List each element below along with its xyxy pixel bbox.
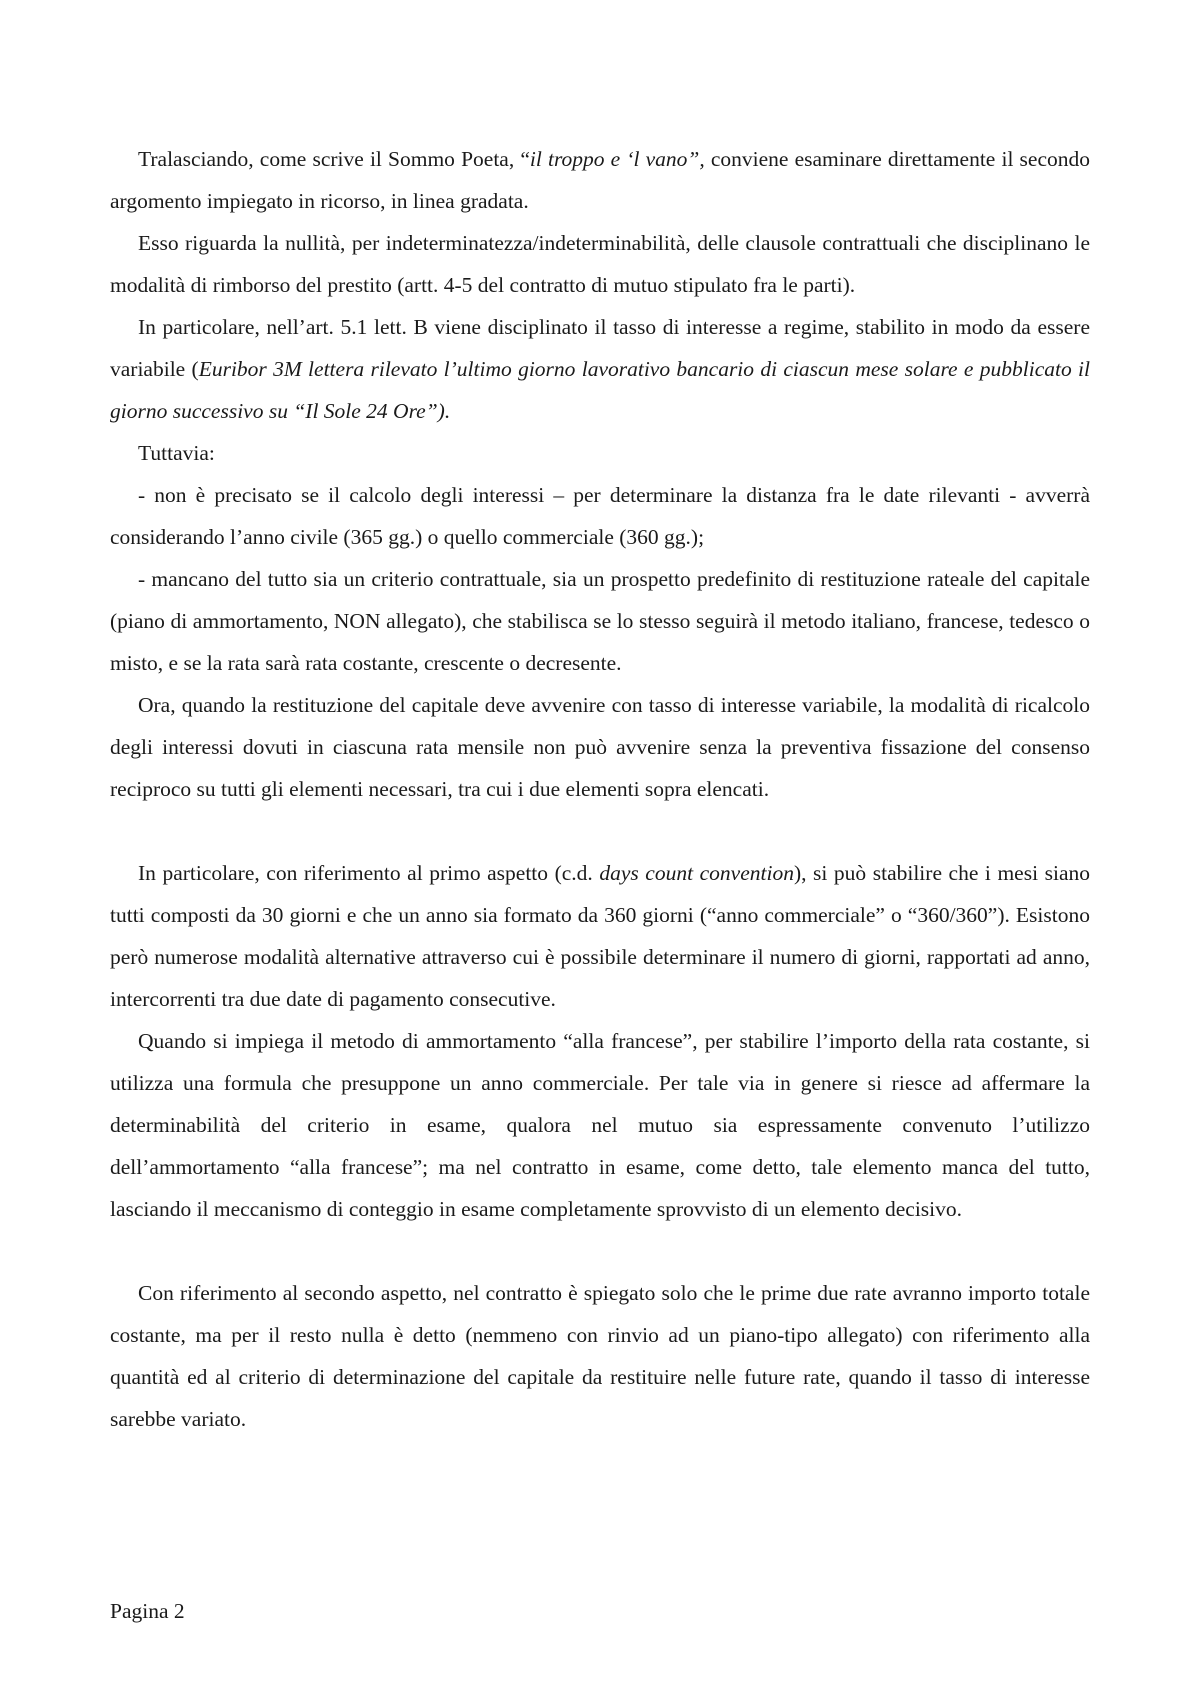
paragraph-1: Tralasciando, come scrive il Sommo Poeta, “il troppo e ‘l vano”, conviene esaminare direttamente il secondo argomento impiegato in ricorso, in linea gradata. (110, 147, 1091, 213)
paragraph-7: Ora, quando la restituzione del capitale deve avvenire con tasso di interesse variabile, la modalità di ricalcolo degli interessi dovuti in ciascuna rata mensile non può avvenire senza la preventiva fissazione del consenso reciproco su tutti gli elementi necessari, tra cui i due elementi sopra elencati. (110, 693, 1090, 801)
list-item-2: - mancano del tutto sia un criterio contrattuale, sia un prospetto predefinito di restituzione rateale del capitale (piano di ammortamento, NON allegato), che stabilisca se lo stesso seguirà il metodo italiano, francese, tedesco o misto, e se la rata sarà rata costante, crescente o decresente. (110, 567, 1090, 675)
euribor-definition: Euribor 3M lettera rilevato l’ultimo giorno lavorativo bancario di ciascun mese solare e pubblicato il giorno successivo su “Il Sole 24 Ore”). (110, 357, 1090, 423)
document-body (110, 138, 1090, 1440)
paragraph-2: Esso riguarda la nullità, per indeterminatezza/indeterminabilità, delle clausole contrattuali che disciplinano le modalità di rimborso del prestito (artt. 4-5 del contratto di mutuo stipulato fra le parti). (110, 231, 1090, 297)
dante-quote: il troppo e ‘l vano”, (529, 147, 705, 171)
paragraph-4: Tuttavia: (138, 441, 215, 465)
paragraph-8: In particolare, con riferimento al primo aspetto (c.d. days count convention), si può stabilire che i mesi siano tutti composti da 30 giorni e che un anno sia formato da 360 giorni (“anno commerciale” o “360/360”). Esistono però numerose modalità alternative attraverso cui è possibile determinare il numero di giorni, rapportati ad anno, intercorrenti tra due date di pagamento consecutive. (110, 861, 1090, 1011)
paragraph-10: Con riferimento al secondo aspetto, nel contratto è spiegato solo che le prime due rate avranno importo totale costante, ma per il resto nulla è detto (nemmeno con rinvio ad un piano-tipo allegato) con riferimento alla quantità ed al criterio di determinazione del capitale da restituire nelle future rate, quando il tasso di interesse sarebbe variato. (110, 1281, 1090, 1431)
paragraph-3: In particolare, nell’art. 5.1 lett. B viene disciplinato il tasso di interesse a regime, stabilito in modo da essere variabile (Euribor 3M lettera rilevato l’ultimo giorno lavorativo bancario di ciascun mese solare e pubblicato il giorno successivo su “Il Sole 24 Ore”). (110, 315, 1090, 423)
paragraph-9: Quando si impiega il metodo di ammortamento “alla francese”, per stabilire l’importo della rata costante, si utilizza una formula che presuppone un anno commerciale. Per tale via in genere si riesce ad affermare la determinabilità del criterio in esame, qualora nel mutuo sia espressamente convenuto l’utilizzo dell’ammortamento “alla francese”; ma nel contratto in esame, come detto, tale elemento manca del tutto, lasciando il meccanismo di conteggio in esame completamente sprovvisto di un elemento decisivo. (110, 1029, 1090, 1221)
days-count-convention: days count convention (599, 861, 794, 885)
list-item-1: - non è precisato se il calcolo degli interessi – per determinare la distanza fra le date rilevanti - avverrà considerando l’anno civile (365 gg.) o quello commerciale (360 gg.); (110, 483, 1090, 549)
page-number: Pagina 2 (110, 1599, 185, 1623)
